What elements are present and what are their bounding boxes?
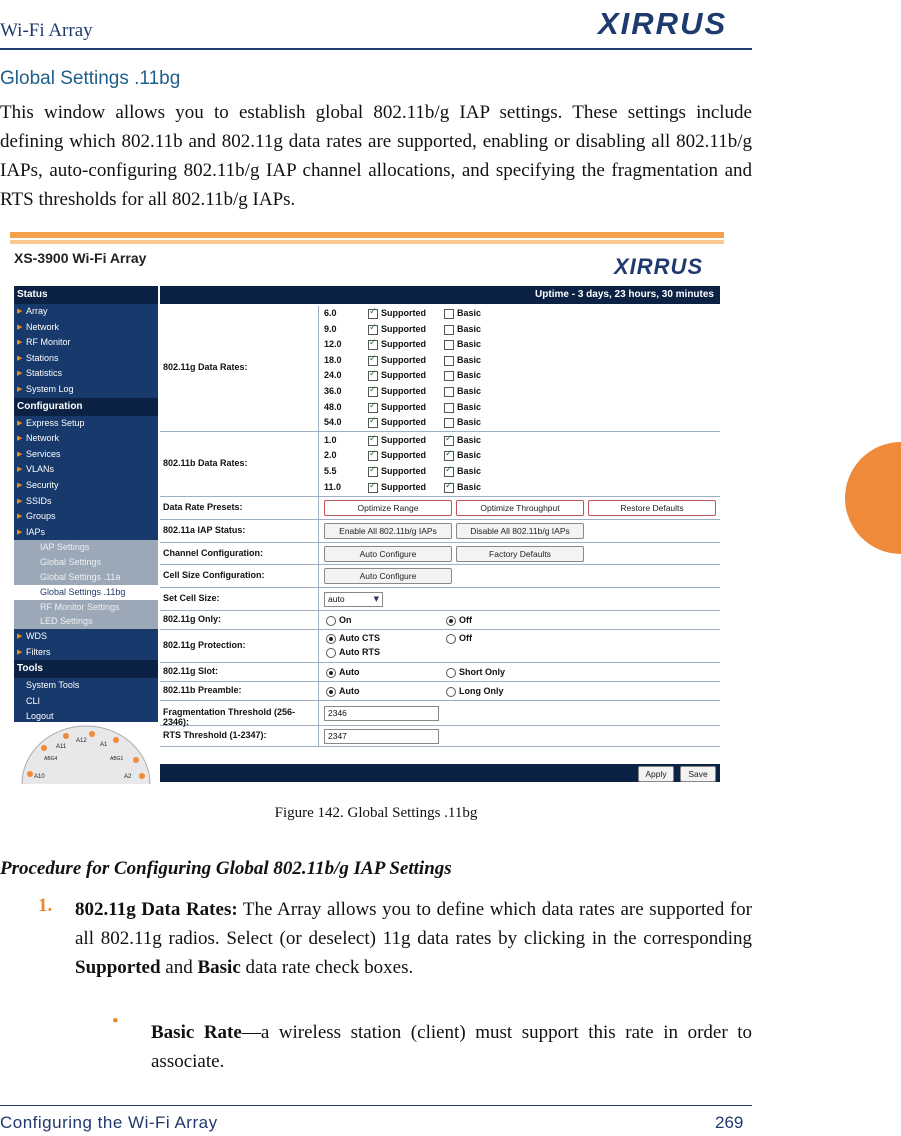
step-term-basic: Basic [197, 957, 241, 978]
cell-size-label: Set Cell Size: [163, 593, 220, 604]
step-text-and: and [160, 957, 198, 978]
diagram-label: A1 [100, 742, 108, 748]
row-divider [318, 432, 319, 496]
iap-dot [27, 771, 33, 777]
supported-label: Supported [381, 401, 426, 412]
rate-value: 48.0 [324, 401, 342, 412]
rate-value: 18.0 [324, 354, 342, 365]
rate-value: 6.0 [324, 308, 337, 318]
sidebar-item-label: Array [26, 306, 48, 316]
basic-label: Basic [457, 354, 482, 365]
sidebar-item-label: Security [26, 479, 59, 490]
settings-row [160, 726, 720, 747]
supported-checkbox[interactable] [368, 309, 378, 319]
brand-logo: XIRRUS [598, 6, 728, 41]
rts-threshold-input[interactable]: 2347 [324, 729, 439, 744]
supported-checkbox[interactable] [368, 403, 378, 413]
settings-row [160, 630, 720, 663]
sidebar-item-label: VLANs [26, 464, 55, 475]
sidebar-item[interactable] [14, 304, 158, 320]
step-paragraph [75, 895, 752, 982]
settings-row [160, 701, 720, 726]
sidebar-item-label: IAPs [26, 526, 46, 537]
fragmentation-threshold-input[interactable]: 2346 [324, 706, 439, 721]
basic-label: Basic [457, 370, 482, 381]
figure-top-bar-light [10, 240, 724, 244]
preamble-label: 802.11b Preamble: [163, 685, 242, 696]
channel-label: Channel Configuration: [163, 547, 263, 558]
radio-button[interactable] [446, 616, 456, 626]
basic-checkbox[interactable] [444, 371, 454, 381]
step-number: 1. [38, 895, 53, 916]
basic-checkbox[interactable] [444, 467, 454, 477]
sidebar-item[interactable] [14, 494, 158, 510]
intro-paragraph: This window allows you to establish global 802.11b/g IAP settings. These settings include defining which 802.11b and 802.11g data rates are supported, enabling or disabling all 802.11b/g IAPs, auto-configuring 802.11b/g IAP channel allocations, and specifying the fragmentation and RTS thresholds for all 802.11b/g IAPs. [0, 102, 752, 210]
rate-value: 24.0 [324, 370, 342, 381]
uptime-bar [160, 286, 720, 304]
arrow-icon: ▶ [17, 435, 23, 443]
supported-label: Supported [381, 465, 426, 476]
iap-dot [41, 745, 47, 751]
cell-size-select[interactable] [324, 592, 383, 607]
rate-value: 11.0 [324, 481, 342, 492]
sidebar-item[interactable] [14, 509, 158, 525]
sidebar-subitem[interactable]: RF Monitor Settings [14, 600, 158, 615]
sidebar-item[interactable] [14, 629, 158, 645]
channel-button[interactable]: Factory Defaults [456, 546, 584, 562]
basic-label: Basic [457, 465, 482, 476]
radio-button[interactable] [326, 668, 336, 678]
arrow-icon: ▶ [17, 370, 23, 378]
sidebar-item[interactable] [14, 431, 158, 447]
rate-value: 5.5 [324, 465, 337, 476]
supported-checkbox[interactable] [368, 340, 378, 350]
basic-checkbox[interactable] [444, 340, 454, 350]
sidebar-item[interactable] [14, 678, 158, 694]
arrow-icon: ▶ [17, 481, 23, 489]
bullet-term: Basic Rate [151, 1022, 242, 1043]
diagram-label: A11 [56, 744, 67, 750]
sidebar-item-label: Express Setup [26, 417, 85, 428]
settings-row [160, 543, 720, 565]
radio-label: Auto CTS [339, 633, 380, 644]
settings-row [160, 588, 720, 611]
diagram-label: A10 [34, 774, 45, 780]
channel-button[interactable]: Auto Configure [324, 546, 452, 562]
row-divider [318, 701, 319, 725]
radio-label: Off [459, 633, 472, 644]
arrow-icon: ▶ [17, 323, 23, 331]
radio-label: Auto [339, 686, 360, 697]
arrow-icon: ▶ [17, 633, 23, 641]
supported-checkbox[interactable] [368, 467, 378, 477]
row-divider [318, 520, 319, 542]
rate-value: 9.0 [324, 323, 337, 334]
arrow-icon: ▶ [17, 648, 23, 656]
rate-value: 54.0 [324, 417, 342, 428]
radio-label: Auto RTS [339, 647, 380, 658]
diagram-label: ABG4 [44, 756, 58, 762]
settings-panel [160, 286, 720, 782]
procedure-title: Procedure for Configuring Global 802.11b/g IAP Settings [0, 858, 452, 879]
radio-label: Short Only [459, 667, 506, 678]
sidebar-item[interactable] [14, 694, 158, 710]
basic-checkbox[interactable] [444, 387, 454, 397]
radio-label: Auto [339, 667, 360, 678]
supported-checkbox[interactable] [368, 451, 378, 461]
sidebar-item[interactable] [14, 525, 158, 541]
supported-checkbox[interactable] [368, 356, 378, 366]
preset-button[interactable]: Optimize Throughput [456, 500, 584, 516]
supported-label: Supported [381, 450, 426, 461]
row-divider [318, 306, 319, 431]
basic-label: Basic [457, 308, 482, 318]
sidebar-item[interactable] [14, 447, 158, 463]
supported-checkbox[interactable] [368, 387, 378, 397]
arrow-icon: ▶ [17, 385, 23, 393]
basic-checkbox[interactable] [444, 436, 454, 446]
figure-brand-logo: XIRRUS [614, 254, 704, 279]
basic-label: Basic [457, 386, 482, 396]
row-divider [318, 630, 319, 662]
basic-label: Basic [457, 481, 482, 492]
supported-label: Supported [381, 323, 426, 334]
window-title: XS-3900 Wi-Fi Array [14, 250, 147, 266]
settings-row [160, 432, 720, 497]
iap-status-label: 802.11a IAP Status: [163, 525, 246, 536]
iap-dot [133, 757, 139, 763]
sidebar-item[interactable] [14, 351, 158, 367]
figure-caption: Figure 142. Global Settings .11bg [274, 805, 478, 821]
sidebar-item-label: Statistics [26, 368, 63, 379]
protection-label: 802.11g Protection: [163, 640, 246, 651]
step-term: 802.11g Data Rates: [75, 899, 238, 920]
row-divider [318, 588, 319, 610]
step-term-supported: Supported [75, 957, 161, 978]
rate-value: 1.0 [324, 434, 337, 445]
sidebar-subitem[interactable]: Global Settings [14, 555, 158, 570]
bullet-text: —a wireless station (client) must support this rate in order to associate. [151, 1022, 753, 1072]
array-iap-diagram [14, 722, 158, 784]
row-divider [318, 611, 319, 629]
slot-label: 802.11g Slot: [163, 666, 219, 677]
sidebar-item-label: SSIDs [26, 495, 52, 506]
radio-label: Off [459, 615, 472, 626]
frag-label: Fragmentation Threshold (256-2346): [163, 707, 296, 728]
sidebar-item[interactable] [14, 478, 158, 494]
apply-button[interactable]: Apply [638, 766, 674, 782]
preset-button[interactable]: Optimize Range [324, 500, 452, 516]
supported-checkbox[interactable] [368, 325, 378, 335]
cell-config-label: Cell Size Configuration: [163, 570, 265, 581]
screenshot-figure [10, 232, 724, 784]
row-divider [318, 663, 319, 681]
radio-button[interactable] [326, 687, 336, 697]
supported-label: Supported [381, 481, 426, 492]
sidebar-item[interactable] [14, 335, 158, 351]
basic-checkbox[interactable] [444, 356, 454, 366]
g-rates-label: 802.11g Data Rates: [163, 362, 248, 373]
radio-button[interactable] [326, 616, 336, 626]
header-rule [0, 48, 752, 50]
basic-checkbox[interactable] [444, 418, 454, 428]
radio-button[interactable] [446, 687, 456, 697]
figure-top-bar [10, 232, 724, 238]
bullet-marker: • [112, 1011, 119, 1032]
supported-checkbox[interactable] [368, 436, 378, 446]
row-divider [318, 682, 319, 700]
rate-value: 2.0 [324, 450, 337, 461]
sidebar-item-label: Logout [26, 711, 54, 722]
row-divider [318, 543, 319, 564]
step-text-1: The Array allows you to define which data rates are supported for all 802.11g radios. Select (or deselect) 11g data rates by clicking in the corresponding [75, 899, 752, 949]
sidebar-item-label: Network [26, 321, 60, 332]
cell-size-value: auto [328, 594, 345, 605]
supported-checkbox[interactable] [368, 483, 378, 493]
iap-status-button[interactable]: Disable All 802.11b/g IAPs [456, 523, 584, 539]
running-header-title: Wi-Fi Array [0, 20, 93, 41]
sidebar-item-label: Services [26, 448, 61, 459]
sidebar-head-status[interactable]: Status [14, 286, 158, 304]
sidebar-item[interactable] [14, 416, 158, 432]
rts-label: RTS Threshold (1-2347): [163, 730, 267, 741]
supported-label: Supported [381, 339, 426, 350]
arrow-icon: ▶ [17, 466, 23, 474]
iap-dot [63, 733, 69, 739]
settings-row [160, 497, 720, 520]
diagram-label: A2 [124, 774, 132, 780]
sidebar-item-label: Network [26, 433, 60, 444]
bullet-paragraph [151, 1018, 752, 1076]
basic-label: Basic [457, 323, 482, 334]
save-button[interactable]: Save [680, 766, 716, 782]
sidebar-subitem[interactable]: Global Settings .11a [14, 570, 158, 585]
diagram-label: ABG1 [110, 756, 124, 762]
radio-button[interactable] [446, 668, 456, 678]
sidebar-subitem[interactable]: LED Settings [14, 614, 158, 629]
basic-checkbox[interactable] [444, 403, 454, 413]
b-rates-label: 802.11b Data Rates: [163, 457, 248, 468]
basic-label: Basic [457, 401, 482, 412]
arrow-icon: ▶ [17, 419, 23, 427]
radio-button[interactable] [326, 648, 336, 658]
radio-button[interactable] [326, 634, 336, 644]
basic-label: Basic [457, 417, 482, 428]
supported-label: Supported [381, 308, 426, 318]
settings-row [160, 565, 720, 588]
sidebar-head-tools[interactable]: Tools [14, 660, 158, 678]
page-number: 269 [715, 1113, 744, 1132]
sidebar-item-label: Filters [26, 646, 51, 657]
uptime-text: Uptime - 3 days, 23 hours, 30 minutes [535, 289, 714, 300]
settings-row [160, 663, 720, 682]
rate-value: 36.0 [324, 386, 342, 396]
settings-row [160, 520, 720, 543]
sidebar-item-label: RF Monitor [26, 337, 71, 348]
sidebar-item-label: CLI [26, 695, 41, 706]
footer-rule [0, 1105, 752, 1106]
iap-status-button[interactable]: Enable All 802.11b/g IAPs [324, 523, 452, 539]
iap-dot [139, 773, 145, 779]
sidebar-item-label: System Log [26, 383, 74, 394]
cell-auto-configure-button[interactable]: Auto Configure [324, 568, 452, 584]
diagram-label: A12 [76, 738, 87, 744]
supported-label: Supported [381, 434, 426, 445]
step-text-2: data rate check boxes. [240, 957, 414, 978]
supported-label: Supported [381, 417, 426, 428]
settings-row [160, 306, 720, 432]
radio-label: Long Only [459, 686, 504, 697]
chapter-tab-marker [845, 442, 901, 554]
basic-checkbox[interactable] [444, 451, 454, 461]
arrow-icon: ▶ [17, 513, 23, 521]
settings-row [160, 682, 720, 701]
footer-title: Configuring the Wi-Fi Array [0, 1113, 218, 1132]
sidebar-subitem[interactable]: IAP Settings [14, 540, 158, 555]
nav-sidebar [14, 286, 158, 784]
supported-label: Supported [381, 370, 426, 381]
sidebar-item-label: WDS [26, 631, 47, 642]
row-divider [318, 497, 319, 519]
sidebar-item-label: Groups [26, 511, 56, 522]
basic-label: Basic [457, 339, 482, 350]
row-divider [318, 726, 319, 746]
basic-checkbox[interactable] [444, 325, 454, 335]
sidebar-item-label: System Tools [26, 680, 80, 691]
iap-dot [89, 731, 95, 737]
sidebar-item[interactable] [14, 462, 158, 478]
settings-row [160, 611, 720, 630]
arrow-icon: ▶ [17, 450, 23, 458]
supported-label: Supported [381, 386, 426, 396]
arrow-icon: ▶ [17, 354, 23, 362]
arrow-icon: ▶ [17, 528, 23, 536]
rate-value: 12.0 [324, 339, 342, 350]
sidebar-item[interactable] [14, 382, 158, 398]
supported-label: Supported [381, 354, 426, 365]
sidebar-item[interactable] [14, 366, 158, 382]
preset-button[interactable]: Restore Defaults [588, 500, 716, 516]
arrow-icon: ▶ [17, 339, 23, 347]
radio-button[interactable] [446, 634, 456, 644]
sidebar-head-configuration[interactable]: Configuration [14, 398, 158, 416]
basic-checkbox[interactable] [444, 483, 454, 493]
section-title: Global Settings .11bg [0, 68, 181, 89]
basic-label: Basic [457, 450, 482, 461]
sidebar-item[interactable] [14, 645, 158, 661]
sidebar-item[interactable] [14, 320, 158, 336]
arrow-icon: ▶ [17, 497, 23, 505]
sidebar-item-label: Stations [26, 352, 59, 363]
supported-checkbox[interactable] [368, 418, 378, 428]
g-only-label: 802.11g Only: [163, 614, 222, 625]
presets-label: Data Rate Presets: [163, 502, 243, 513]
basic-checkbox[interactable] [444, 309, 454, 319]
iap-dot [113, 737, 119, 743]
row-divider [318, 565, 319, 587]
action-bar [160, 764, 720, 782]
sidebar-subitem-selected[interactable]: Global Settings .11bg [14, 585, 158, 600]
chevron-down-icon: ▼ [373, 595, 379, 604]
radio-label: On [339, 615, 352, 626]
arrow-icon: ▶ [17, 308, 23, 315]
basic-label: Basic [457, 434, 482, 445]
supported-checkbox[interactable] [368, 371, 378, 381]
